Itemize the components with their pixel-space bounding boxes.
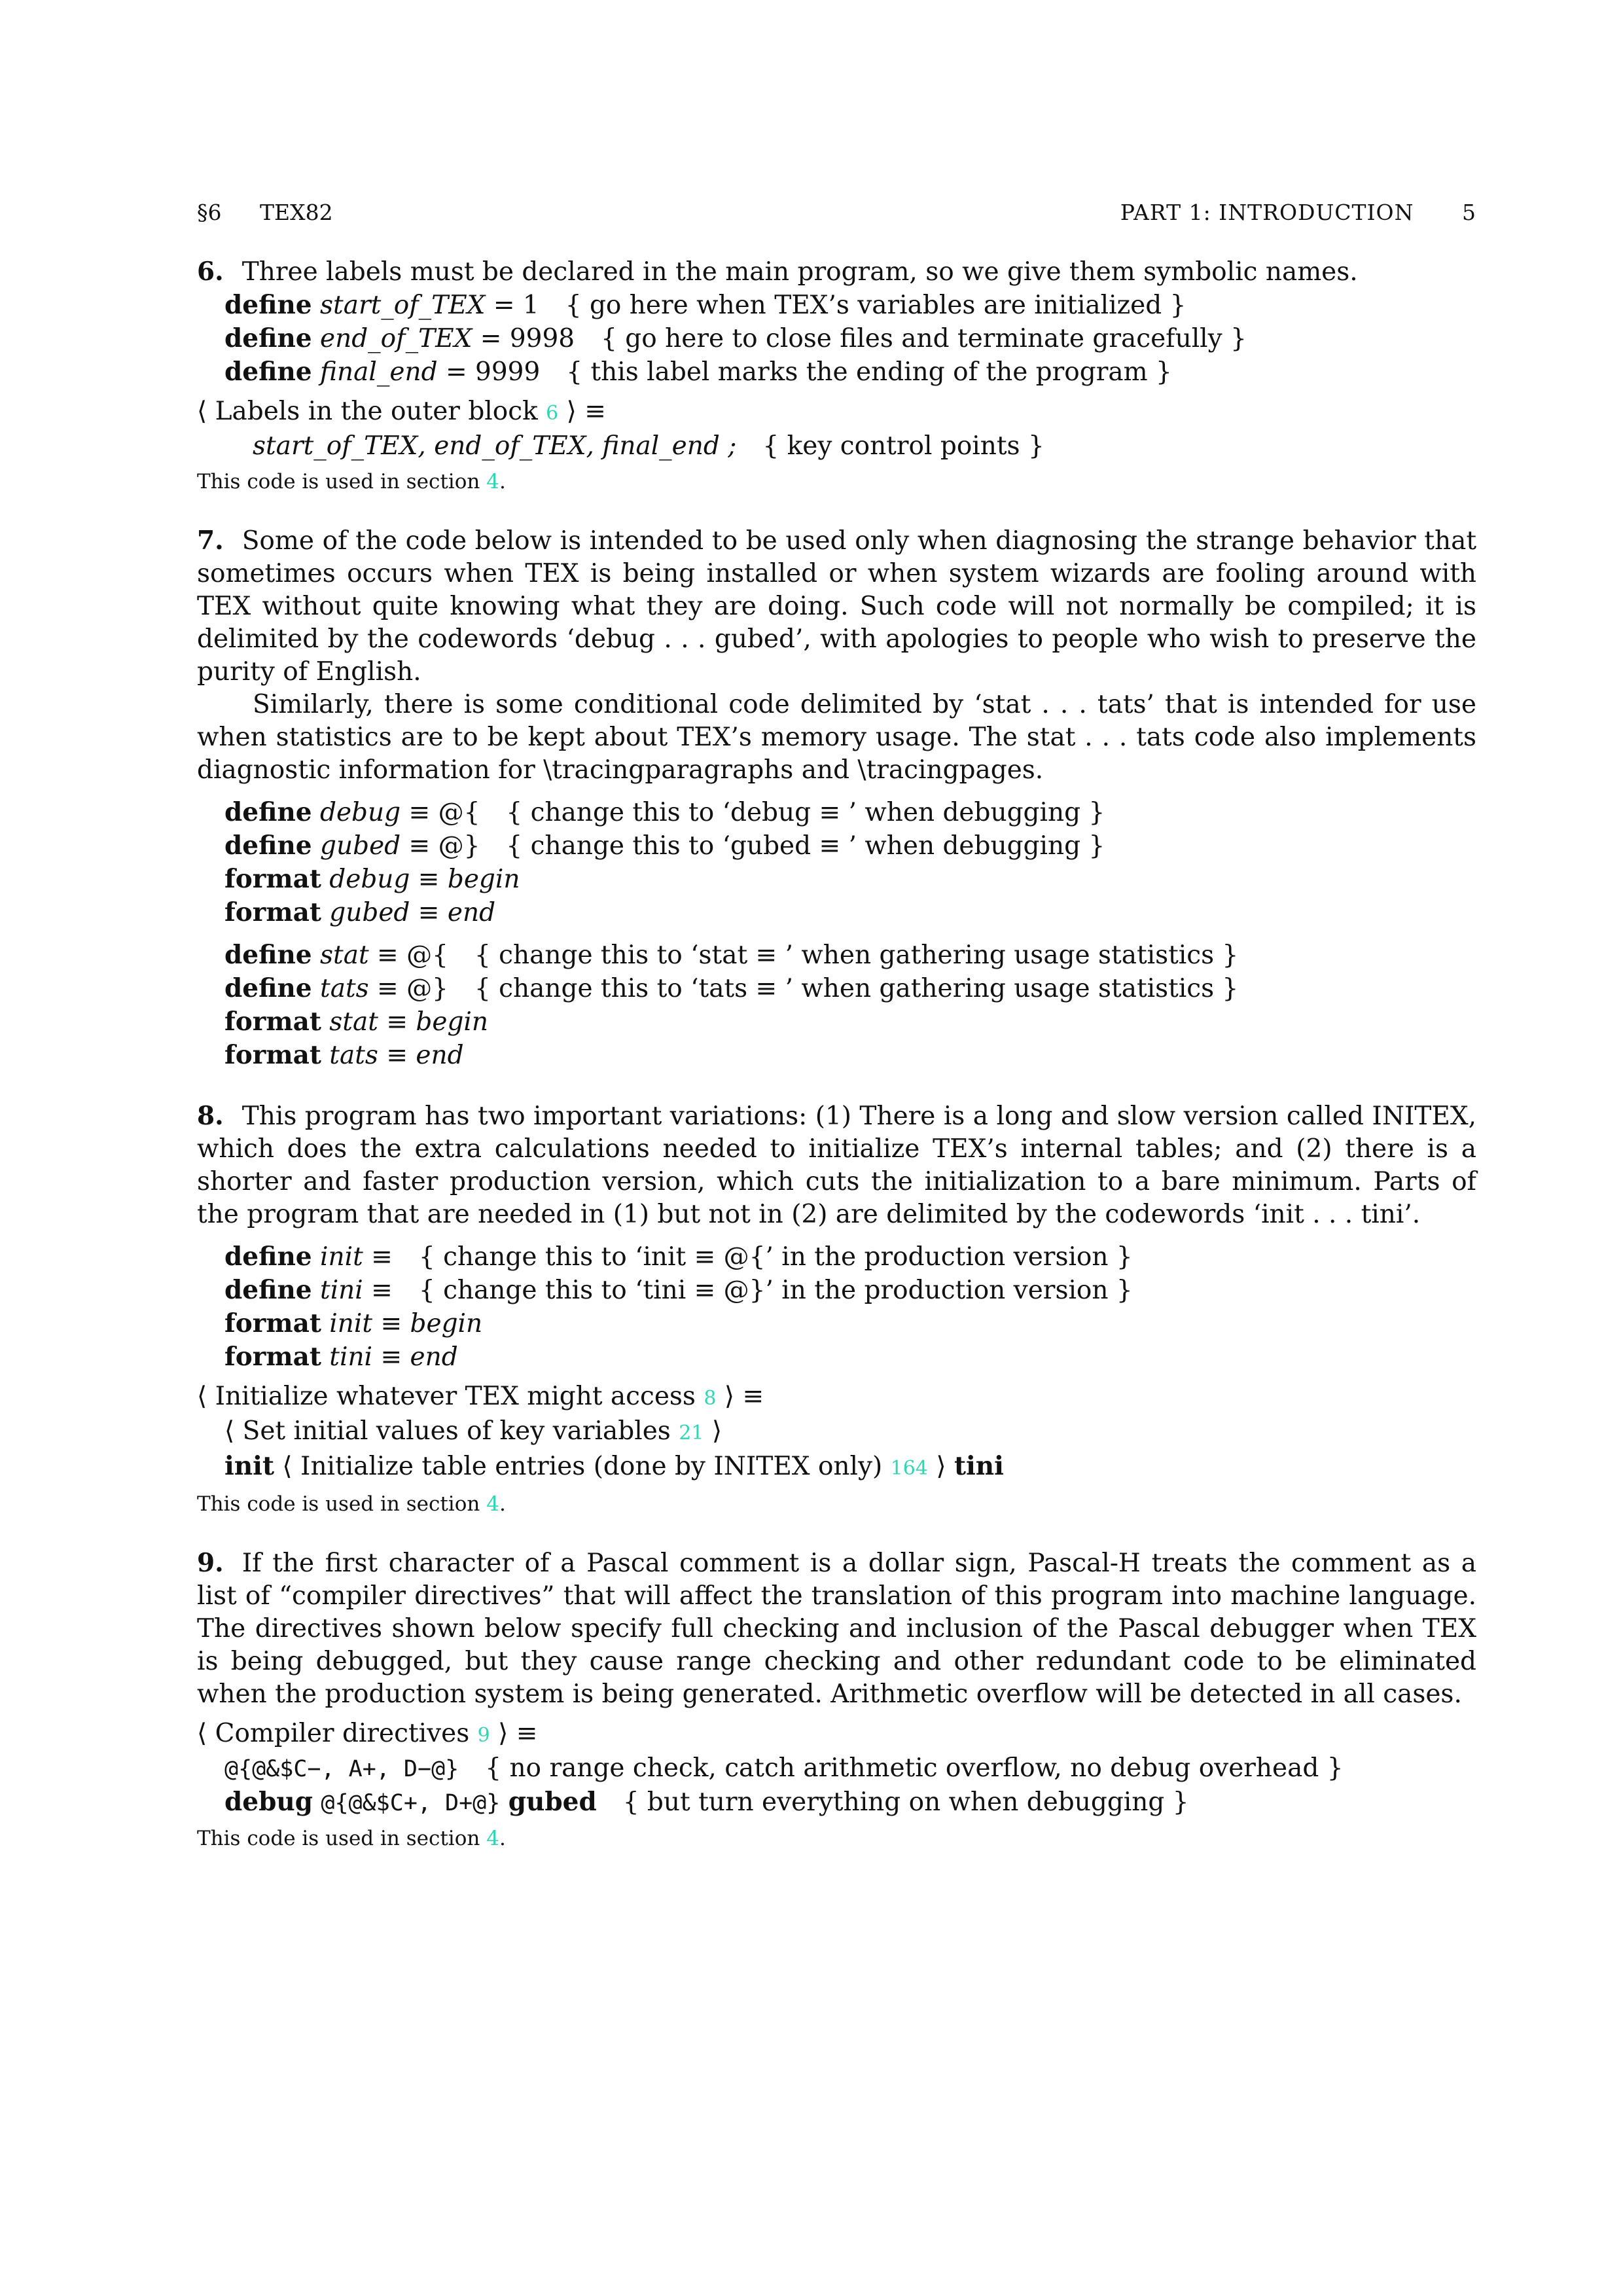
section-number: 8. — [197, 1101, 224, 1131]
module-heading: ⟨ Compiler directives 9 ⟩ ≡ — [197, 1719, 538, 1748]
define-line: define gubed ≡ @} { change this to ‘gubed ≡ ’ when debugging } — [224, 831, 1105, 861]
header-section: §6 — [197, 200, 222, 225]
section-paragraph: This program has two important variations: (1) There is a long and slow version called INITEX, which does the extra calculations needed to initialize TEX’s internal tables; and (2) there is a shorter and faster production version, which cuts the initialization to a bare minimum. Parts of the program that are needed in (1) but not in (2) are delimited by the codewords ‘init . . . tini’. — [197, 1102, 1476, 1229]
used-in-note: This code is used in section 4. — [197, 1827, 506, 1850]
section-number: 9. — [197, 1548, 224, 1578]
define-line: define debug ≡ @{ { change this to ‘debug ≡ ’ when debugging } — [224, 797, 1105, 827]
format-line: format gubed ≡ end — [224, 897, 496, 927]
used-ref-link[interactable]: 4 — [486, 1827, 499, 1850]
module-body-line: ⟨ Set initial values of key variables 21 ⟩ — [224, 1416, 722, 1446]
module-ref-link[interactable]: 9 — [477, 1724, 490, 1747]
used-ref-link[interactable]: 4 — [486, 470, 499, 493]
header-part: PART 1: INTRODUCTION — [1120, 200, 1414, 225]
format-line: format debug ≡ begin — [224, 864, 520, 894]
section-6 — [197, 255, 1476, 497]
define-block — [224, 1240, 1476, 1374]
format-line: format tats ≡ end — [224, 1040, 464, 1070]
section-number: 7. — [197, 526, 224, 556]
running-header — [197, 196, 1476, 236]
module-body-line: debug @{@&$C+, D+@} gubed { but turn everything on when debugging } — [224, 1787, 1189, 1817]
format-line: format init ≡ begin — [224, 1308, 483, 1338]
module-body-line: @{@&$C−, A+, D−@} { no range check, catch arithmetic overflow, no debug overhead } — [224, 1753, 1344, 1783]
section-8 — [197, 1100, 1476, 1519]
module-ref-link[interactable]: 21 — [679, 1422, 704, 1444]
header-program: TEX82 — [260, 200, 333, 225]
section-paragraph: Some of the code below is intended to be used only when diagnosing the strange behavior that sometimes occurs when TEX is being installed or when system wizards are fooling around with TEX without quite knowing what they are doing. Such code will not normally be compiled; it is delimited by the codewords ‘debug . . . gubed’, with apologies to people who wish to preserve the purity of English. — [197, 526, 1476, 687]
define-line: define init ≡ { change this to ‘init ≡ @{’ in the production version } — [224, 1242, 1133, 1272]
section-9 — [197, 1547, 1476, 1854]
document-page — [197, 196, 1476, 1854]
define-line: define tini ≡ { change this to ‘tini ≡ @}’ in the production version } — [224, 1275, 1133, 1305]
module-heading: ⟨ Initialize whatever TEX might access 8 ⟩ ≡ — [197, 1382, 764, 1411]
section-7 — [197, 524, 1476, 1072]
module-body: start_of_TEX, end_of_TEX, final_end ; { key control points } — [253, 431, 1044, 461]
module-body-line: init ⟨ Initialize table entries (done by INITEX only) 164 ⟩ tini — [224, 1451, 1004, 1481]
module-ref-link[interactable]: 8 — [704, 1387, 717, 1410]
define-block — [224, 289, 1476, 389]
define-line: define tats ≡ @} { change this to ‘tats ≡ ’ when gathering usage statistics } — [224, 973, 1239, 1003]
used-ref-link[interactable]: 4 — [486, 1492, 499, 1516]
define-line: define stat ≡ @{ { change this to ‘stat ≡ ’ when gathering usage statistics } — [224, 940, 1239, 970]
define-line: define start_of_TEX = 1 { go here when TEX’s variables are initialized } — [224, 290, 1186, 320]
define-block — [224, 796, 1476, 929]
section-paragraph: Similarly, there is some conditional code delimited by ‘stat . . . tats’ that is intended for use when statistics are to be kept about TEX’s memory usage. The stat . . . tats code also implements diagnostic information for \tracingparagraphs and \tracingpages. — [197, 690, 1476, 785]
module-heading: ⟨ Labels in the outer block 6 ⟩ ≡ — [197, 397, 606, 426]
define-block — [224, 939, 1476, 1072]
used-in-note: This code is used in section 4. — [197, 1492, 506, 1516]
format-line: format tini ≡ end — [224, 1342, 458, 1372]
module-ref-link[interactable]: 164 — [890, 1457, 928, 1480]
used-in-note: This code is used in section 4. — [197, 470, 506, 493]
format-line: format stat ≡ begin — [224, 1007, 489, 1037]
header-page-number: 5 — [1462, 200, 1476, 225]
section-paragraph: If the first character of a Pascal comment is a dollar sign, Pascal-H treats the comment as a list of “compiler directives” that will affect the translation of this program into machine language. The directives shown below specify full checking and inclusion of the Pascal debugger when TEX is being debugged, but they cause range checking and other redundant code to be eliminated when the production system is being generated. Arithmetic overflow will be detected in all cases. — [197, 1549, 1476, 1709]
section-intro: Three labels must be declared in the main program, so we give them symbolic names. — [241, 257, 1358, 287]
define-line: define final_end = 9999 { this label marks the ending of the program } — [224, 357, 1172, 387]
section-number: 6. — [197, 257, 224, 287]
define-line: define end_of_TEX = 9998 { go here to close files and terminate gracefully } — [224, 323, 1247, 353]
module-ref-link[interactable]: 6 — [546, 402, 559, 425]
